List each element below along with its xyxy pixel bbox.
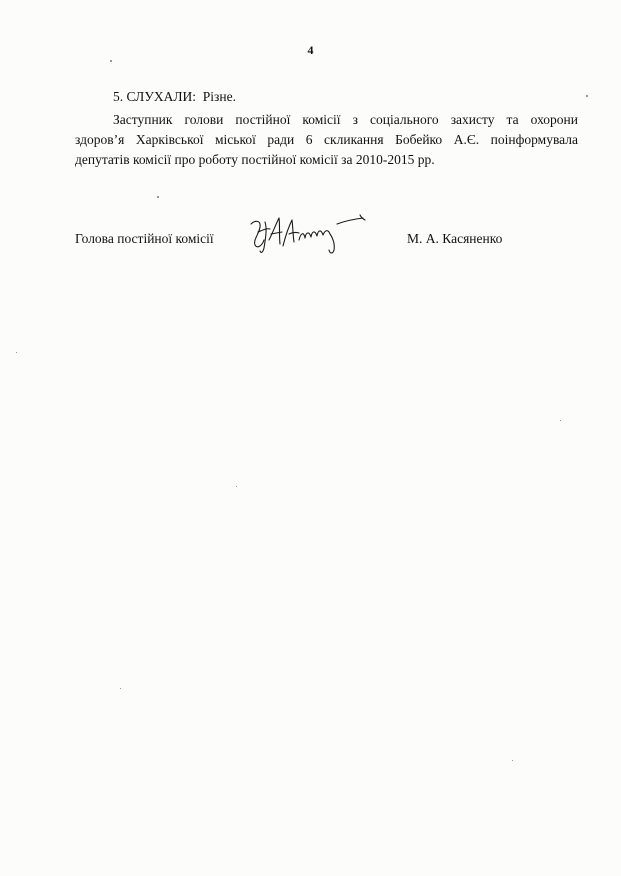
paragraph-line: депутатів комісії про роботу постійної комісії за 2010-2015 рр. [75,152,435,167]
page-number: 4 [307,43,314,57]
scan-speck [157,196,159,198]
scan-speck [120,688,121,689]
scan-speck [110,60,112,62]
paragraph-line: Заступник голови постійної комісії з соціального захисту та охорони [113,112,578,127]
paragraph-line: здоров’я Харківської міської ради 6 скликання Бобейко А.Є. поінформувала [75,132,578,147]
signatory-name: М. А. Касяненко [407,231,503,246]
signatory-title: Голова постійної комісії [75,231,214,246]
scan-speck [236,486,237,487]
item-heading: 5. СЛУХАЛИ: Різне. [113,89,236,104]
scan-speck [560,420,561,421]
scan-speck [586,95,588,97]
scan-speck [512,760,513,761]
handwritten-signature [245,210,370,256]
item-paragraph [75,110,578,170]
scan-speck [16,352,17,353]
